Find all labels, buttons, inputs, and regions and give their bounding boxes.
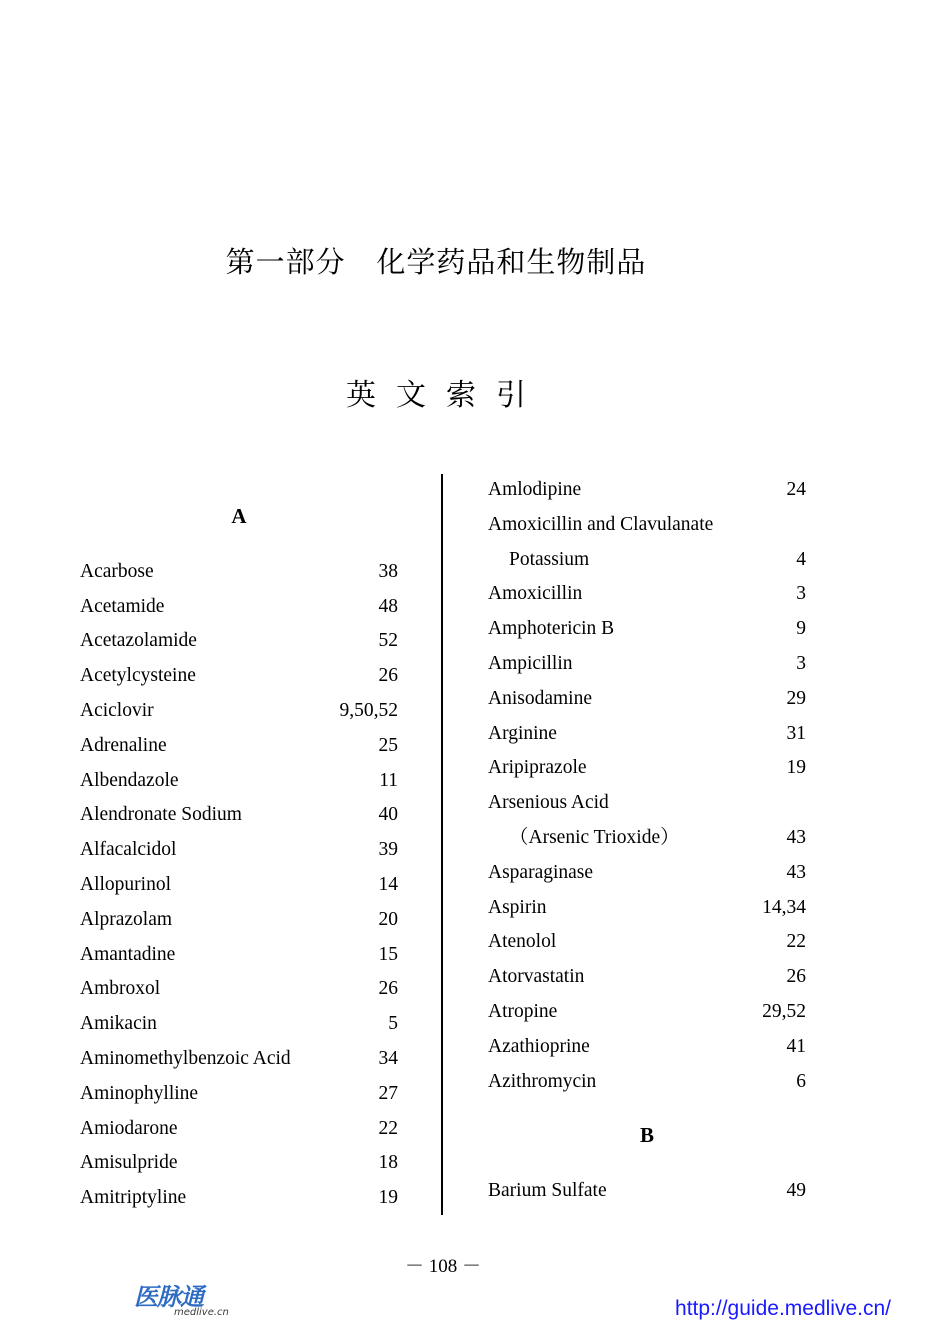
entry-name: Amikacin (80, 1013, 157, 1035)
entry-name: Asparaginase (488, 861, 594, 883)
entry-name: Anisodamine (488, 687, 592, 709)
entry-name: Amiodarone (80, 1117, 178, 1139)
entry-page: 24 (786, 479, 806, 500)
index-entry (80, 1181, 398, 1216)
entry-page: 19 (378, 1187, 398, 1209)
footer-url-link[interactable]: http://guide.medlive.cn/ (675, 1297, 891, 1320)
index-entry (80, 833, 398, 868)
index-entry (80, 868, 398, 903)
index-entry (488, 647, 806, 682)
entry-page: 14 (378, 873, 398, 895)
entry-name: Amantadine (80, 943, 176, 965)
index-entry (80, 590, 398, 625)
entry-page: 14,34 (762, 896, 806, 918)
entry-name: Atenolol (488, 931, 557, 953)
entry-page: 18 (378, 1152, 398, 1174)
index-entry (80, 938, 398, 973)
entry-name: Adrenaline (80, 734, 167, 756)
index-entry (488, 473, 806, 508)
entry-name: Atropine (488, 1000, 558, 1022)
entry-page: 26 (378, 978, 398, 1000)
entry-name: Amlodipine (488, 479, 582, 500)
index-entry (80, 1146, 398, 1181)
entry-page: 3 (796, 652, 806, 674)
entry-name: Acetylcysteine (80, 665, 196, 687)
left-entry-list (80, 555, 398, 1216)
index-entry (488, 856, 806, 891)
entry-name: Allopurinol (80, 873, 171, 895)
index-entry (80, 1077, 398, 1112)
index-entry (488, 821, 806, 856)
entry-page: 26 (786, 966, 806, 988)
index-entry (488, 717, 806, 752)
index-title: 英文索引 (346, 378, 546, 413)
left-column (80, 499, 398, 1216)
part-title: 第一部分 化学药品和生物制品 (225, 245, 647, 279)
page-number: － 108 － (404, 1256, 481, 1277)
entry-name: Arginine (488, 722, 557, 744)
entry-page: 19 (786, 757, 806, 779)
index-entry (488, 1030, 806, 1065)
entry-page: 22 (378, 1117, 398, 1139)
right-entry-list-b (488, 1174, 806, 1209)
entry-name: Alendronate Sodium (80, 804, 242, 826)
entry-name: Azithromycin (488, 1070, 597, 1092)
index-entry (80, 729, 398, 764)
index-entry (80, 903, 398, 938)
entry-page: 31 (786, 722, 806, 744)
entry-name: Aspirin (488, 896, 547, 918)
entry-page: 29 (786, 687, 806, 709)
entry-page: 22 (786, 931, 806, 953)
right-column (488, 473, 806, 1209)
index-entry (488, 508, 806, 543)
index-entry (80, 972, 398, 1007)
entry-page: 38 (378, 560, 398, 582)
index-entry (488, 751, 806, 786)
entry-name: Aripiprazole (488, 757, 587, 779)
entry-name: Amoxicillin and Clavulanate (488, 513, 714, 535)
entry-page: 48 (378, 595, 398, 617)
entry-name: Aciclovir (80, 699, 154, 721)
entry-name: Alprazolam (80, 908, 173, 930)
index-entry (80, 659, 398, 694)
right-entry-list-a (488, 473, 806, 1099)
entry-name: Acetamide (80, 595, 165, 617)
entry-name: Amitriptyline (80, 1187, 187, 1209)
entry-name: Amisulpride (80, 1152, 178, 1174)
entry-page: 41 (786, 1035, 806, 1057)
entry-page: 43 (786, 861, 806, 883)
entry-name: Potassium (509, 548, 590, 570)
index-entry (80, 1007, 398, 1042)
logo-subtext: medlive.cn (174, 1307, 229, 1318)
entry-name: Aminomethylbenzoic Acid (80, 1047, 291, 1069)
entry-page: 34 (378, 1047, 398, 1069)
section-spacer (488, 1099, 806, 1118)
entry-name: Barium Sulfate (488, 1180, 607, 1202)
entry-page: 26 (378, 665, 398, 687)
index-entry (488, 891, 806, 926)
index-entry (80, 798, 398, 833)
section-letter-b: B (639, 1123, 654, 1148)
entry-name: Amphotericin B (488, 618, 615, 640)
column-divider (441, 474, 443, 1215)
logo-text: 医脉通 (134, 1283, 203, 1311)
section-spacer (80, 534, 398, 555)
section-letter-a: A (231, 504, 247, 528)
index-entry (488, 786, 806, 821)
entry-page: 29,52 (762, 1000, 806, 1022)
entry-name: Ampicillin (488, 652, 573, 674)
entry-page: 20 (378, 908, 398, 930)
entry-page: 43 (786, 826, 806, 848)
index-entry (488, 1065, 806, 1100)
entry-name: Ambroxol (80, 978, 161, 1000)
entry-page: 11 (379, 769, 398, 791)
entry-page: 40 (378, 804, 398, 826)
entry-page: 5 (388, 1013, 398, 1035)
entry-page: 9,50,52 (339, 699, 398, 721)
index-entry (80, 764, 398, 799)
entry-name: Aminophylline (80, 1082, 199, 1104)
index-entry (488, 612, 806, 647)
entry-page: 6 (796, 1070, 806, 1092)
entry-page: 15 (378, 943, 398, 965)
index-entry (488, 543, 806, 578)
index-entry (488, 925, 806, 960)
section-spacer (488, 1153, 806, 1174)
entry-name: Acarbose (80, 560, 154, 582)
entry-name: Alfacalcidol (80, 839, 177, 861)
index-entry (488, 682, 806, 717)
entry-page: 49 (786, 1180, 806, 1202)
index-entry (80, 1112, 398, 1147)
index-entry (488, 995, 806, 1030)
index-entry (80, 555, 398, 590)
entry-name: Amoxicillin (488, 583, 583, 605)
entry-page: 52 (378, 630, 398, 652)
index-entry (80, 1042, 398, 1077)
index-entry (80, 694, 398, 729)
entry-page: 4 (796, 548, 806, 570)
entry-page: 39 (378, 839, 398, 861)
entry-name: Atorvastatin (488, 966, 585, 988)
medlive-logo (134, 1277, 244, 1323)
entry-page: 3 (796, 583, 806, 605)
entry-name: Acetazolamide (80, 630, 197, 652)
index-entry (488, 1174, 806, 1209)
entry-name: （Arsenic Trioxide） (509, 826, 680, 848)
entry-name: Albendazole (80, 769, 179, 791)
index-entry (80, 624, 398, 659)
entry-page: 25 (378, 734, 398, 756)
entry-page: 9 (796, 618, 806, 640)
index-entry (488, 577, 806, 612)
index-entry (488, 960, 806, 995)
entry-name: Arsenious Acid (488, 792, 609, 814)
entry-name: Azathioprine (488, 1035, 590, 1057)
entry-page: 27 (378, 1082, 398, 1104)
